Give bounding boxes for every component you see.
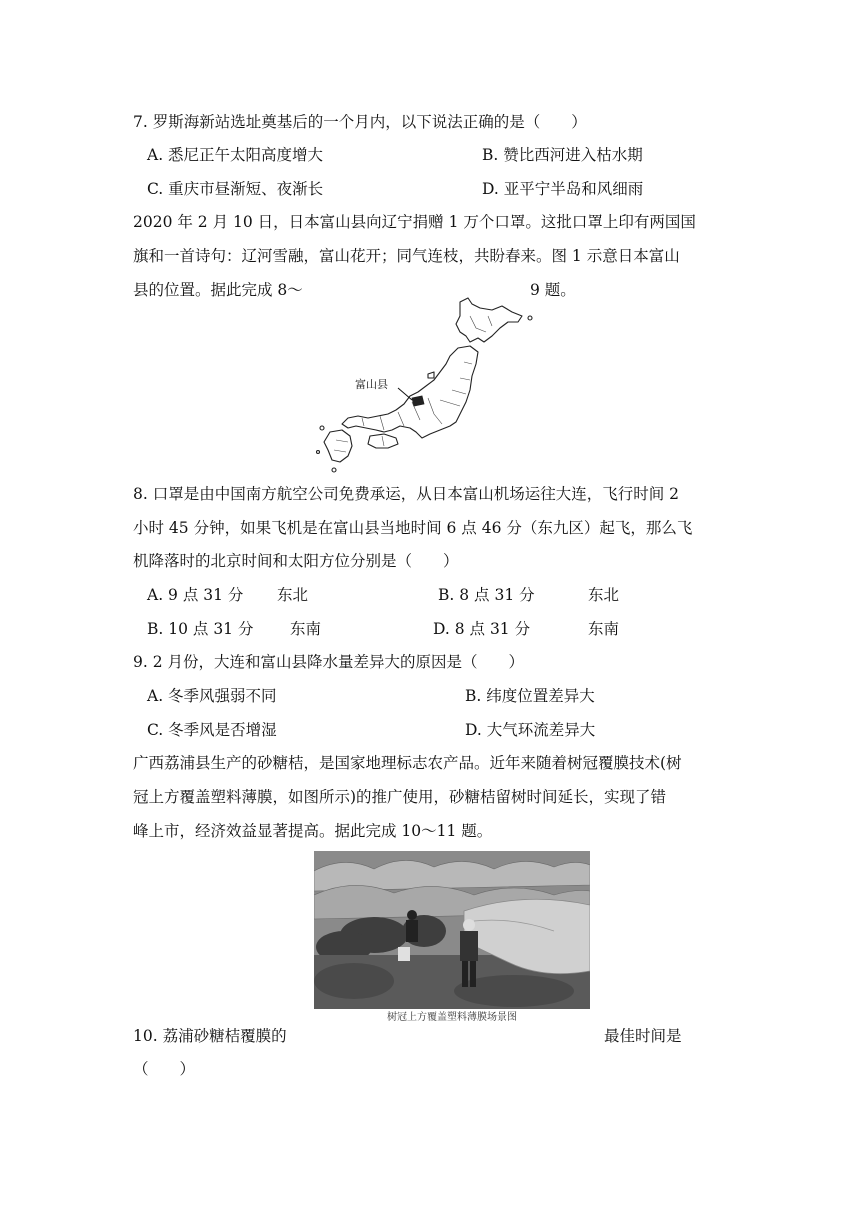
passage2-line3: 峰上市，经济效益显著提高。据此完成 10～11 题。 [133, 822, 493, 840]
q9-option-d: D. 大气环流差异大 [465, 721, 596, 739]
q10-paren: （ ） [133, 1060, 196, 1078]
island-dot-1 [320, 426, 324, 430]
japan-map-svg [300, 292, 550, 482]
q8-option-c-dir: 东南 [290, 620, 322, 638]
q9-option-c: C. 冬季风是否增湿 [147, 721, 277, 739]
q10-stem-left: 10. 荔浦砂糖桔覆膜的 [133, 1027, 287, 1045]
orchard-film-photo [314, 851, 590, 1009]
q7-option-d: D. 亚平宁半岛和风细雨 [482, 180, 644, 198]
passage1-line3: 县的位置。据此完成 8～ [133, 281, 303, 299]
passage1-line3-tail: 9 题。 [530, 281, 576, 299]
hokkaido-shape [456, 298, 522, 342]
q8-option-d-dir: 东南 [588, 620, 620, 638]
kyushu-shape [324, 430, 352, 462]
japan-map [300, 292, 550, 482]
q8-option-b-dir: 东北 [588, 586, 620, 604]
q8-option-b-time: B. 8 点 31 分 [438, 586, 535, 604]
passage2-line1: 广西荔浦县生产的砂糖桔，是国家地理标志农产品。近年来随着树冠覆膜技术(树 [133, 754, 682, 772]
q8-line2: 小时 45 分钟，如果飞机是在富山县当地时间 6 点 46 分（东九区）起飞，那么飞 [133, 519, 693, 537]
island-dot-3 [317, 451, 320, 454]
q9-stem: 9. 2 月份，大连和富山县降水量差异大的原因是（ ） [133, 653, 525, 671]
q7-option-c: C. 重庆市昼渐短、夜渐长 [147, 180, 324, 198]
toyama-label: 富山县 [355, 378, 388, 391]
honshu-shape [342, 346, 478, 438]
passage2-line2: 冠上方覆盖塑料薄膜，如图所示)的推广使用，砂糖桔留树时间延长，实现了错 [133, 788, 667, 806]
q8-option-a-dir: 东北 [277, 586, 309, 604]
orchard-film-photo-svg [314, 851, 590, 1009]
q7-option-a: A. 悉尼正午太阳高度增大 [147, 146, 324, 164]
q10-stem-right: 最佳时间是 [604, 1027, 682, 1045]
photo-caption: 树冠上方覆盖塑料薄膜场景图 [387, 1012, 517, 1023]
q8-option-c-time: B. 10 点 31 分 [147, 620, 254, 638]
toyama-shape [412, 396, 424, 406]
sado-island-shape [428, 372, 434, 378]
island-dot-2 [332, 468, 336, 472]
q9-option-a: A. 冬季风强弱不同 [147, 687, 277, 705]
q8-option-a-time: A. 9 点 31 分 [147, 586, 244, 604]
q8-option-d-time: D. 8 点 31 分 [433, 620, 531, 638]
q9-option-b: B. 纬度位置差异大 [465, 687, 595, 705]
q7-stem: 7. 罗斯海新站选址奠基后的一个月内，以下说法正确的是（ ） [133, 113, 587, 131]
q8-line3: 机降落时的北京时间和太阳方位分别是（ ） [133, 552, 459, 570]
q7-option-b: B. 赞比西河进入枯水期 [482, 146, 643, 164]
passage1-line2: 旗和一首诗句：辽河雪融，富山花开；同气连枝，共盼春来。图 1 示意日本富山 [133, 247, 680, 265]
toyama-pointer [398, 388, 412, 400]
q8-line1: 8. 口罩是由中国南方航空公司免费承运，从日本富山机场运往大连，飞行时间 2 [133, 485, 680, 503]
passage1-line1: 2020 年 2 月 10 日，日本富山县向辽宁捐赠 1 万个口罩。这批口罩上印有两国国 [133, 213, 696, 231]
island-dot-4 [528, 316, 532, 320]
